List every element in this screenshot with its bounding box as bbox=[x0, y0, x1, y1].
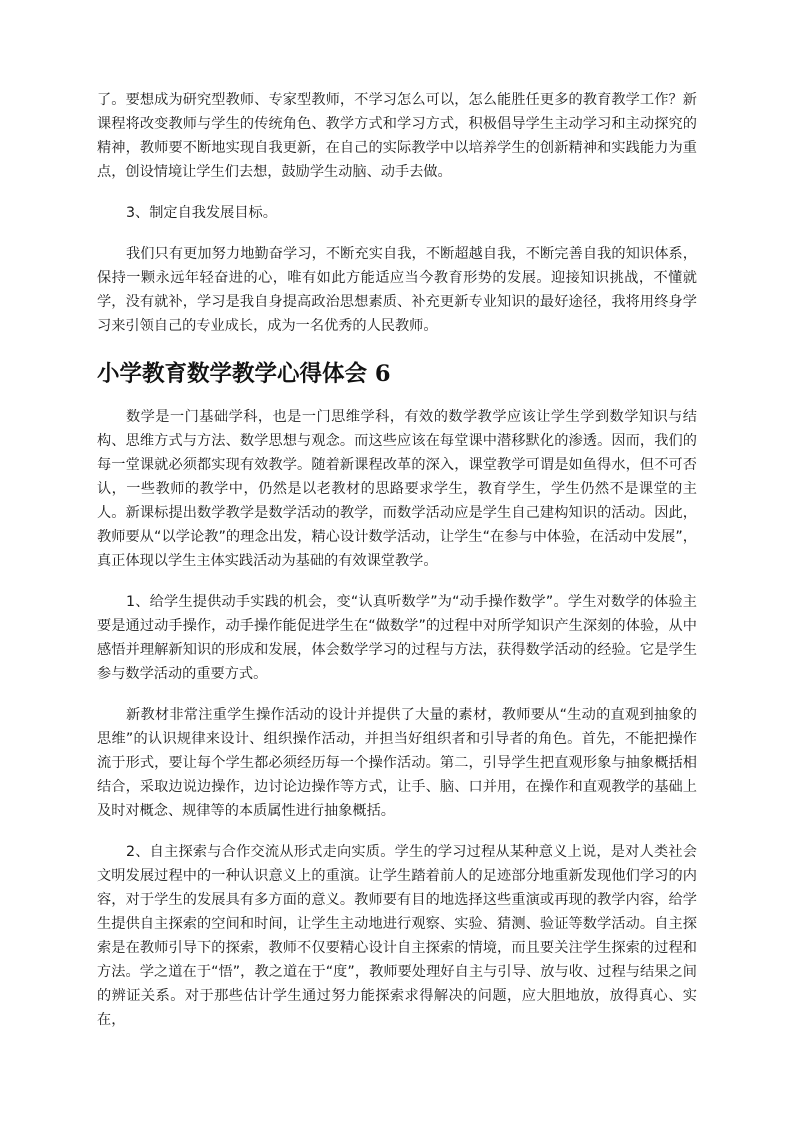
paragraph-intro: 数学是一门基础学科，也是一门思维学科，有效的数学教学应该让学生学到数学知识与结构、思维方式与方法、数学思想与观念。而这些应该在每堂课中潜移默化的渗透。因而，我们的每一堂课就必须都实现有效教学。随着新课程改革的深入，课堂教学可谓是如鱼得水，但不可否认，一些教师的教学中，仍然是以老教材的思路要求学生，教育学生，学生仍然不是课堂的主人。新课标提出数学教学是数学活动的教学，而数学活动应是学生自己建构知识的活动。因此，教师要从“以学论教”的理念出发，精心设计数学活动，让学生“在参与中体验，在活动中发展”，真正体现以学生主体实践活动为基础的有效课堂教学。 bbox=[97, 409, 697, 569]
document-body bbox=[97, 88, 697, 1049]
paragraph-point-2: 2、自主探索与合作交流从形式走向实质。学生的学习过程从某种意义上说，是对人类社会文明发展过程中的一种认识意义上的重演。让学生踏着前人的足迹部分地重新发现他们学习的内容，对于学生的发展具有多方面的意义。教师要有目的地选择这些重演或再现的教学内容，给学生提供自主探索的空间和时间，让学生主动地进行观察、实验、猜测、验证等数学活动。自主探索是在教师引导下的探索，教师不仅要精心设计自主探索的情境，而且要关注学生探索的过程和方法。学之道在于“悟”，教之道在于“度”，教师要处理好自主与引导、放与收、过程与结果之间的辨证关系。对于那些估计学生通过努力能探索求得解决的问题，应大胆地放，放得真心、实在， bbox=[97, 844, 697, 1028]
paragraph-materials: 新教材非常注重学生操作活动的设计并提供了大量的素材，教师要从“生动的直观到抽象的思维”的认识规律来设计、组织操作活动，并担当好组织者和引导者的角色。首先，不能把操作流于形式，要让每个学生都必须经历每一个操作活动。第二，引导学生把直观形象与抽象概括相结合，采取边说边操作，边讨论边操作等方式，让手、脑、口并用，在操作和直观教学的基础上及时对概念、规律等的本质属性进行抽象概括。 bbox=[97, 707, 697, 819]
paragraph-continued: 了。要想成为研究型教师、专家型教师，不学习怎么可以，怎么能胜任更多的教育教学工作？新课程将改变教师与学生的传统角色、教学方式和学习方式，积极倡导学生主动学习和主动探究的精神，教师要不断地实现自我更新，在自己的实际教学中以培养学生的创新精神和实践能力为重点，创设情境让学生们去想，鼓励学生动脑、动手去做。 bbox=[97, 92, 697, 180]
paragraph-point-1: 1、给学生提供动手实践的机会，变“认真听数学”为“动手操作数学”。学生对数学的体验主要是通过动手操作，动手操作能促进学生在“做数学”的过程中对所学知识产生深刻的体验，从中感悟并理解新知识的形成和发展，体会数学学习的过程与方法，获得数学活动的经验。它是学生参与数学活动的重要方式。 bbox=[97, 594, 697, 682]
paragraph-goal-heading: 3、制定自我发展目标。 bbox=[126, 205, 277, 221]
paragraph-goal-text: 我们只有更加努力地勤奋学习，不断充实自我，不断超越自我，不断完善自我的知识体系，保持一颗永远年轻奋进的心，唯有如此方能适应当今教育形势的发展。迎接知识挑战，不懂就学，没有就补，学习是我自身提高政治思想素质、补充更新专业知识的最好途径，我将用终身学习来引领自己的专业成长，成为一名优秀的人民教师。 bbox=[97, 246, 697, 334]
section-heading: 小学教育数学教学心得体会 6 bbox=[97, 361, 391, 387]
